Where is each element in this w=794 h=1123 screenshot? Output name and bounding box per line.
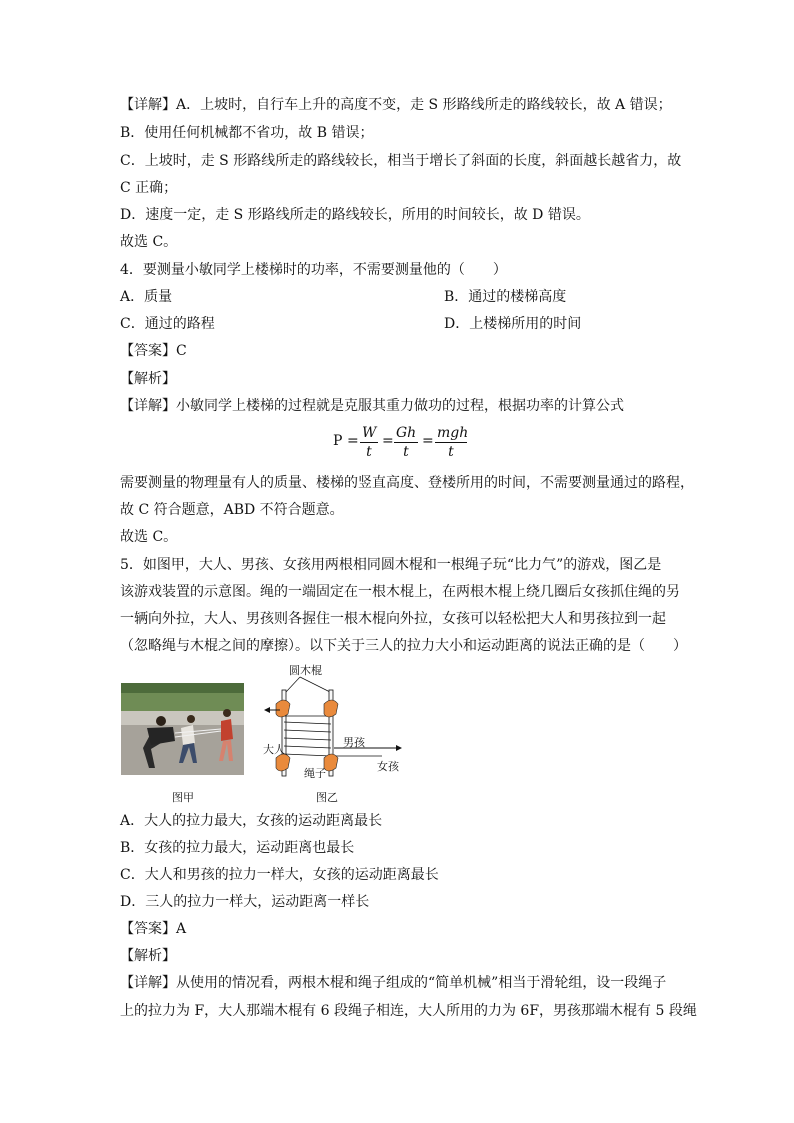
boy-label: 男孩 [343,736,365,749]
q5-option-c: C．大人和男孩的拉力一样大，女孩的运动距离最长 [120,867,439,883]
figure-photo [121,683,244,775]
q5-option-b: B．女孩的拉力最大，运动距离也最长 [120,840,355,856]
q5-detail: 【详解】从使用的情况看，两根木棍和绳子组成的“简单机械”相当于滑轮组，设一段绳子 [120,975,667,991]
adult-label: 大人 [263,743,285,756]
q5-option-d: D．三人的拉力一样大，运动距离一样长 [120,894,370,910]
text-line: 一辆向外拉，大人、男孩则各握住一根木棍向外拉，女孩可以轻松把大人和男孩拉到一起 [120,611,666,627]
figure-diagram [262,660,407,778]
figure-caption-b: 图乙 [316,791,338,804]
text-line: （忽略绳与木棍之间的摩擦）。以下关于三人的拉力大小和运动距离的说法正确的是（ ） [120,638,687,654]
q4-option-c: C．通过的路程 [120,316,215,332]
fraction-gh-t: $\frac{Gh}{t}$ [396,425,417,460]
q4-detail: 【详解】小敏同学上楼梯的过程就是克服其重力做功的过程，根据功率的计算公式 [120,398,624,414]
text-line: C 正确； [120,180,178,196]
girl-label: 女孩 [377,760,399,773]
text-line: 故 C 符合题意，ABD 不符合题意。 [120,502,344,518]
q4-option-a: A．质量 [120,289,173,305]
q5-analysis-heading: 【解析】 [120,948,176,964]
q5-option-a: A．大人的拉力最大，女孩的运动距离最长 [120,813,383,829]
text-line: 【详解】A．上坡时，自行车上升的高度不变，走 S 形路线所走的路线较长，故 A 错误； [120,97,672,113]
formula-p: P [333,433,343,449]
text-line: 故选 C。 [120,529,178,545]
text-line: 需要测量的物理量有人的质量、楼梯的竖直高度、登楼所用的时间，不需要测量通过的路程， [120,475,694,491]
text-line: 该游戏装置的示意图。绳的一端固定在一根木棍上，在两根木棍上绕几圈后女孩抓住绳的另 [120,584,680,600]
question-4-stem: 4．要测量小敏同学上楼梯时的功率，不需要测量他的（ ） [120,262,507,278]
fraction-mgh-t: mgh t [437,425,469,460]
rod-label: 圆木棍 [289,664,322,677]
figure-caption-a: 图甲 [172,791,194,804]
text-line: C．上坡时，走 S 形路线所走的路线较长，相当于增长了斜面的长度，斜面越长越省力，故 [120,153,682,169]
question-5-stem: 5．如图甲，大人、男孩、女孩用两根相同圆木棍和一根绳子玩“比力气”的游戏，图乙是 [120,557,662,573]
q5-answer: 【答案】A [120,921,187,937]
fraction-w-t: $\frac{W}{t}$ [362,425,377,460]
rope-label: 绳子 [304,767,326,778]
formula-eq: = [347,433,359,449]
text-line: B．使用任何机械都不省功，故 B 错误； [120,125,374,141]
text-line: D．速度一定，走 S 形路线所走的路线较长，所用的时间较长，故 D 错误。 [120,207,590,223]
q4-option-b: B．通过的楼梯高度 [444,289,567,305]
formula-eq: = [422,433,434,449]
q5-detail: 上的拉力为 F，大人那端木棍有 6 段绳子相连，大人所用的力为 6F，男孩那端木棍有 5 段绳 [120,1003,697,1019]
formula-eq: = [382,433,394,449]
q4-option-d: D．上楼梯所用的时间 [444,316,582,332]
q4-answer: 【答案】C [120,343,187,359]
q4-analysis-heading: 【解析】 [120,371,176,387]
text-line: 故选 C。 [120,234,178,250]
